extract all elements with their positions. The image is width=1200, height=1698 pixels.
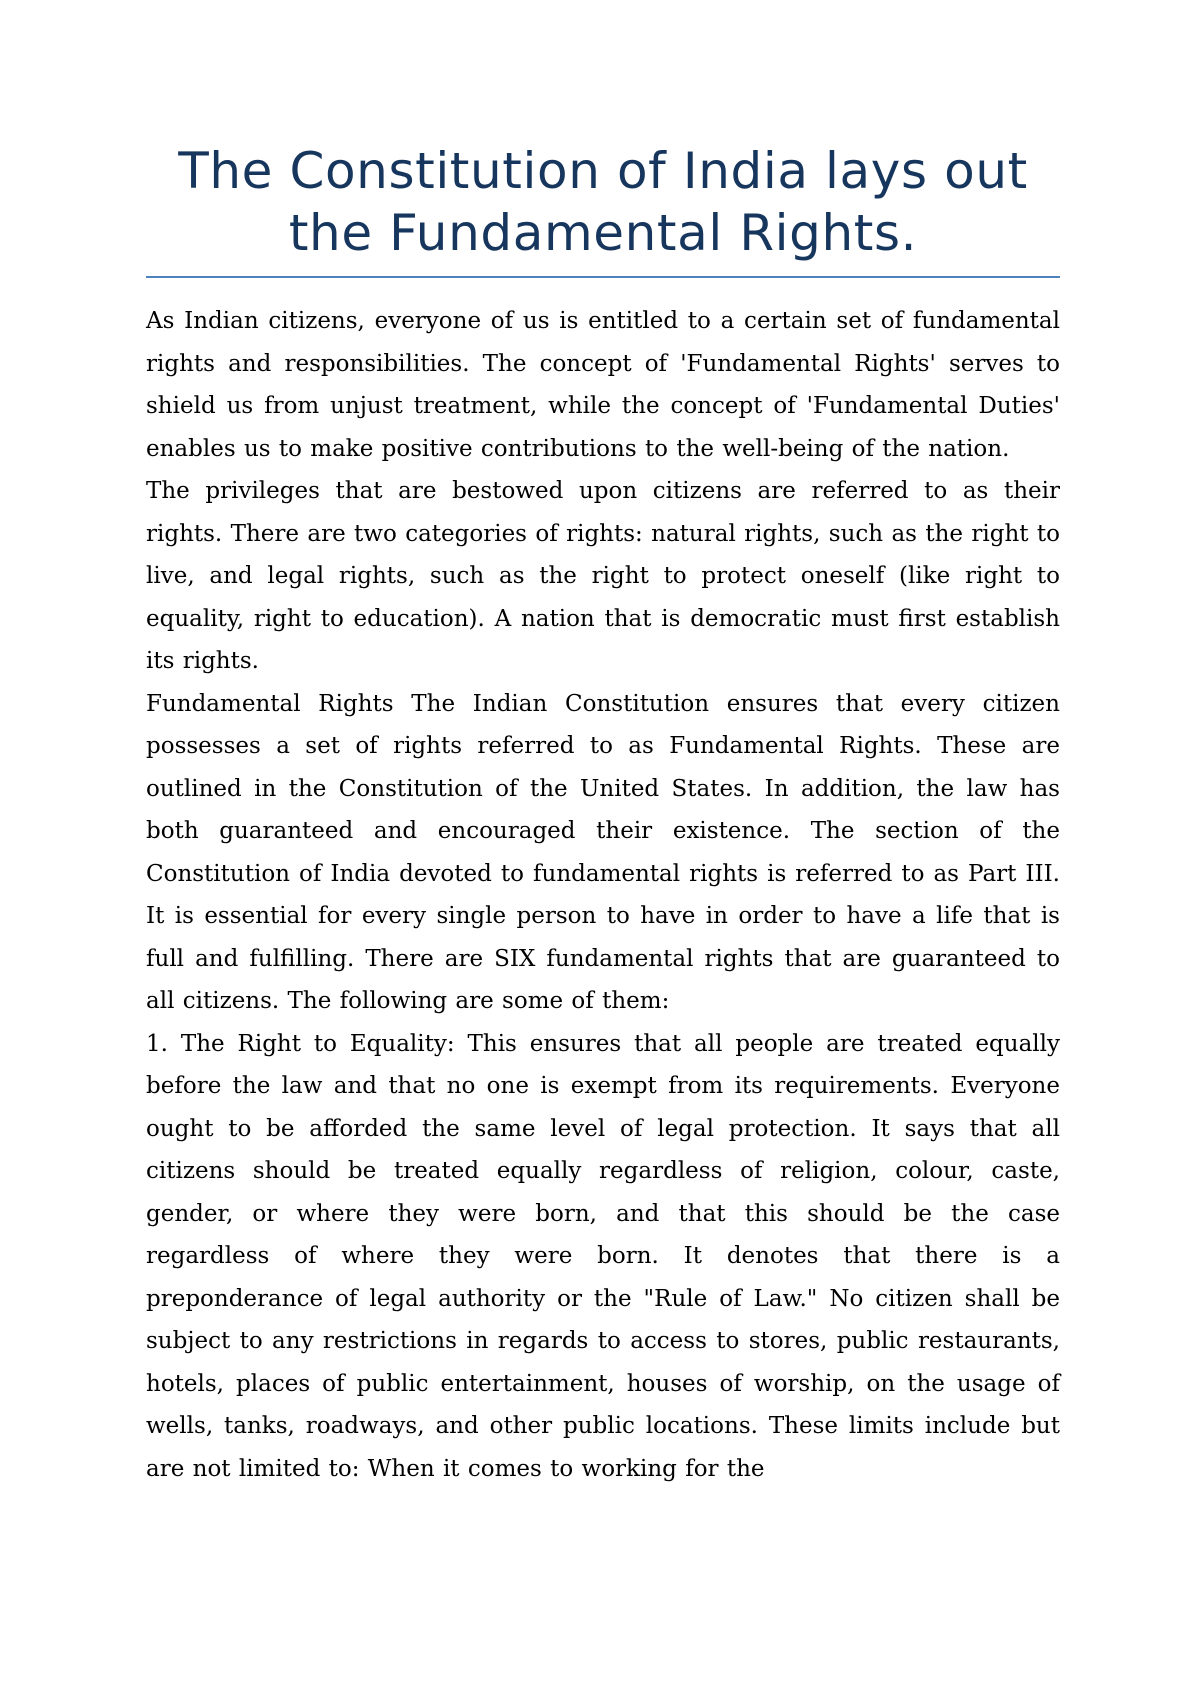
document-title: The Constitution of India lays out the Fundamental Rights. (178, 142, 1028, 262)
document-body (146, 300, 1060, 1490)
paragraph: Fundamental Rights The Indian Constitution ensures that every citizen possesses a set of rights referred to as Fundamental Rights. These are outlined in the Constitution of the United States. In addition, the law has both guaranteed and encouraged their existence. The section of the Constitution of India devoted to fundamental rights is referred to as Part III. It is essential for every single person to have in order to have a life that is full and fulfilling. There are SIX fundamental rights that are guaranteed to all citizens. The following are some of them: (146, 690, 1060, 1014)
paragraph: As Indian citizens, everyone of us is entitled to a certain set of fundamental rights and responsibilities. The concept of 'Fundamental Rights' serves to shield us from unjust treatment, while the concept of 'Fundamental Duties' enables us to make positive contributions to the well-being of the nation. (146, 308, 1060, 462)
paragraph: 1. The Right to Equality: This ensures that all people are treated equally before the law and that no one is exempt from its requirements. Everyone ought to be afforded the same level of legal protection. It says that all citizens should be treated equally regardless of religion, colour, caste, gender, or where they were born, and that this should be the case regardless of where they were born. It denotes that there is a preponderance of legal authority or the "Rule of Law." No citizen shall be subject to any restrictions in regards to access to stores, public restaurants, hotels, places of public entertainment, houses of worship, on the usage of wells, tanks, roadways, and other public locations. These limits include but are not limited to: When it comes to working for the (146, 1030, 1060, 1482)
title-underline (146, 276, 1060, 278)
paragraph: The privileges that are bestowed upon citizens are referred to as their rights. There are two categories of rights: natural rights, such as the right to live, and legal rights, such as the right to protect oneself (like right to equality, right to education). A nation that is democratic must first establish its rights. (146, 478, 1060, 674)
document-content (146, 140, 1060, 1490)
